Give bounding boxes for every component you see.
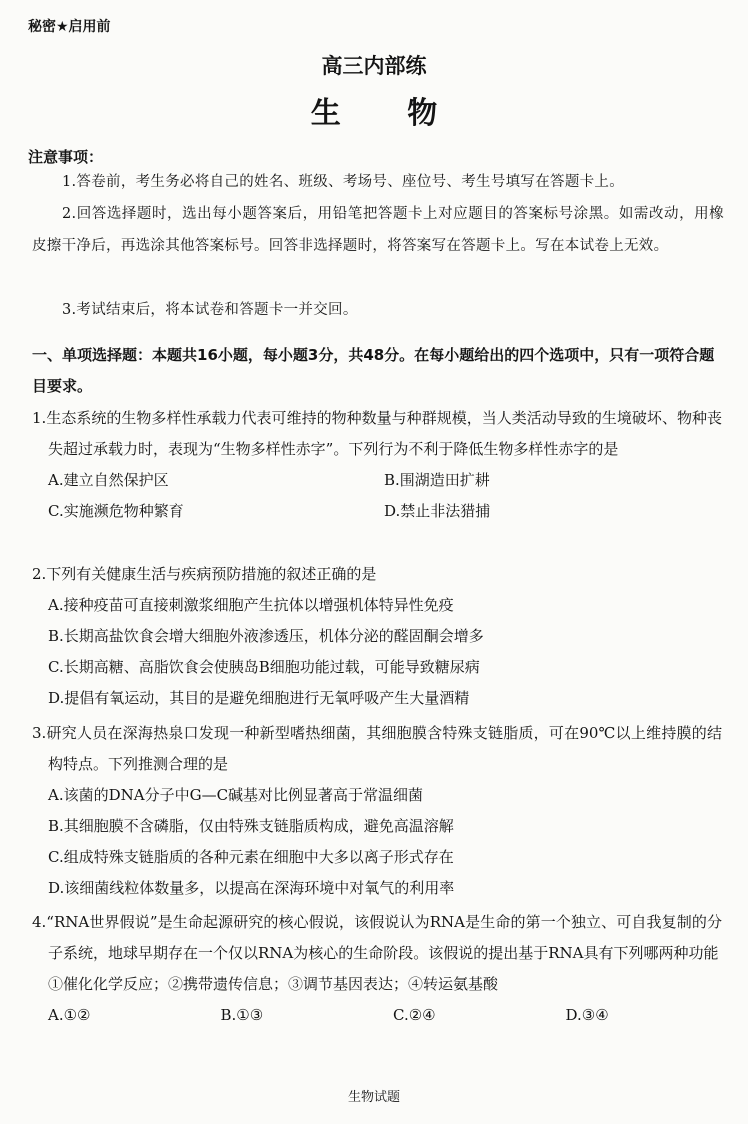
option: D.该细菌线粒体数量多，以提高在深海环境中对氧气的利用率 (48, 879, 455, 897)
option: A.建立自然保护区 (48, 471, 169, 489)
question-stem: 3.研究人员在深海热泉口发现一种新型嗜热细菌，其细胞膜含特殊支链脂质，可在90℃以上维持膜的结构特点。下列推测合理的是 (32, 724, 722, 773)
option: B.①③ (220, 1006, 264, 1024)
exam-title: 高三内部练 (321, 54, 427, 78)
option: D.禁止非法猎捕 (384, 502, 491, 520)
question-stem: 2.下列有关健康生活与疾病预防措施的叙述正确的是 (32, 565, 377, 583)
option: C.实施濒危物种繁育 (48, 502, 184, 520)
question-stem: 4.“RNA世界假说”是生命起源研究的核心假说，该假说认为RNA是生命的第一个独立、可自我复制的分子系统，地球早期存在一个仅以RNA为核心的生命阶段。该假说的提出基于RNA具有下列哪两种功能 (32, 913, 722, 962)
option: C.组成特殊支链脂质的各种元素在细胞中大多以离子形式存在 (48, 848, 454, 866)
option: B.其细胞膜不含磷脂，仅由特殊支链脂质构成，避免高温溶解 (48, 817, 454, 835)
note-item: 2.回答选择题时，选出每小题答案后，用铅笔把答题卡上对应题目的答案标号涂黑。如需改动，用橡皮擦干净后，再选涂其他答案标号。回答非选择题时，将答案写在答题卡上。写在本试卷上无效。 (32, 206, 724, 254)
question-1 (32, 403, 722, 527)
function-list: ①催化化学反应；②携带遗传信息；③调节基因表达；④转运氨基酸 (48, 975, 499, 993)
note-item: 3.考试结束后，将本试卷和答题卡一并交回。 (62, 302, 358, 318)
option: C.长期高糖、高脂饮食会使胰岛B细胞功能过载，可能导致糖尿病 (48, 658, 480, 676)
note-item: 1.答卷前，考生务必将自己的姓名、班级、考场号、座位号、考生号填写在答题卡上。 (62, 174, 625, 190)
options-row (32, 1000, 722, 1031)
option: A.接种疫苗可直接刺激浆细胞产生抗体以增强机体特异性免疫 (48, 596, 454, 614)
option: D.提倡有氧运动，其目的是避免细胞进行无氧呼吸产生大量酒精 (48, 689, 470, 707)
question-stem: 1.生态系统的生物多样性承载力代表可维持的物种数量与种群规模，当人类活动导致的生境破坏、物种丧失超过承载力时，表现为“生物多样性赤字”。下列行为不利于降低生物多样性赤字的是 (32, 409, 722, 458)
question-2 (32, 559, 722, 714)
options-row (32, 465, 722, 496)
option: A.①② (48, 1006, 91, 1024)
subject-title: 生 物 (310, 96, 466, 131)
option: B.长期高盐饮食会增大细胞外液渗透压，机体分泌的醛固酮会增多 (48, 627, 484, 645)
option: B.围湖造田扩耕 (384, 471, 490, 489)
page-footer: 生物试题 (347, 1090, 400, 1105)
option: C.②④ (393, 1006, 436, 1024)
options-row (32, 496, 722, 527)
section-title: 一、单项选择题：本题共16小题，每小题3分，共48分。在每小题给出的四个选项中，只有一项符合题目要求。 (32, 346, 715, 395)
option: D.③④ (565, 1006, 609, 1024)
question-4 (32, 907, 722, 1031)
confidential-label: 秘密★启用前 (28, 19, 111, 35)
question-3 (32, 718, 722, 904)
notes-heading: 注意事项： (28, 148, 104, 166)
option: A.该菌的DNA分子中G—C碱基对比例显著高于常温细菌 (48, 786, 424, 804)
